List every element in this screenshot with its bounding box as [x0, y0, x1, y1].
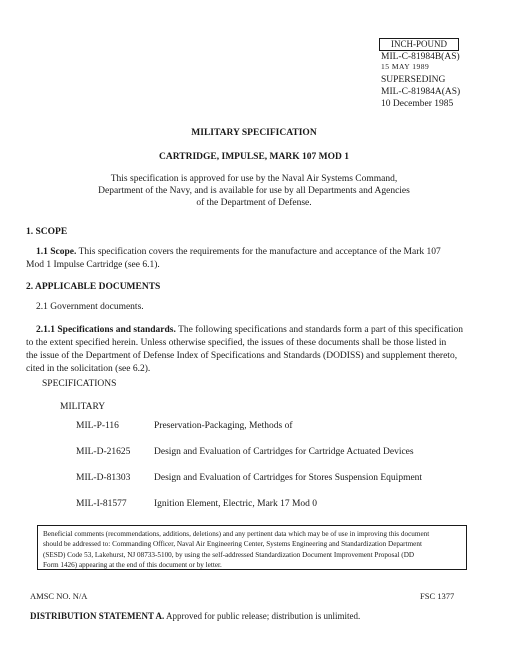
government-documents-heading: 2.1 Government documents. [36, 302, 144, 312]
scope-paragraph [36, 246, 476, 259]
approval-line-2: Department of the Navy, and is available for use by all Departments and Agencies [98, 186, 410, 196]
spec-row [76, 413, 422, 439]
specs-standards-lead: 2.1.1 Specifications and standards. [36, 325, 176, 335]
military-label: MILITARY [60, 402, 106, 412]
scope-text-2: Mod 1 Impulse Cartridge (see 6.1). [26, 260, 160, 270]
fsc-number: FSC 1377 [420, 591, 455, 601]
comments-notice-box [37, 525, 467, 570]
spec-number: MIL-D-21625 [76, 447, 131, 457]
specs-standards-text-2: to the extent specified herein. Unless otherwise specified, the issues of these documents shall be those listed in [26, 338, 447, 348]
spec-number: MIL-D-81303 [76, 473, 131, 483]
spec-row [76, 465, 422, 491]
specs-standards-text-3: the issue of the Department of Defense Index of Specifications and Standards (DODISS) and supplement thereto, [26, 351, 458, 361]
inch-pound-box: INCH-POUND [379, 38, 459, 51]
distribution-statement [30, 610, 360, 623]
spec-title: Preservation-Packaging, Methods of [154, 421, 293, 431]
superseding-label: SUPERSEDING [381, 75, 446, 85]
spec-title: Design and Evaluation of Cartridges for Cartridge Actuated Devices [154, 447, 414, 457]
distribution-text: Approved for public release; distribution is unlimited. [164, 611, 361, 621]
notice-line-2: should be addressed to: Commanding Officer, Naval Air Engineering Center, Systems Engineering and Standardization Department [43, 540, 422, 549]
specifications-label: SPECIFICATIONS [42, 379, 117, 389]
distribution-lead: DISTRIBUTION STATEMENT A. [30, 611, 165, 621]
section-1-heading: 1. SCOPE [26, 227, 68, 237]
spec-row [76, 491, 422, 517]
spec-subject-title: CARTRIDGE, IMPULSE, MARK 107 MOD 1 [159, 152, 349, 162]
specs-standards-paragraph [36, 324, 463, 337]
spec-number: MIL-I-81577 [76, 499, 127, 509]
spec-number: MIL-P-116 [76, 421, 119, 431]
specs-standards-text-1: The following specifications and standards form a part of this specification [175, 325, 464, 335]
document-number: MIL-C-81984B(AS) [381, 52, 460, 62]
spec-title: Design and Evaluation of Cartridges for Stores Suspension Equipment [154, 473, 423, 483]
superseded-number: MIL-C-81984A(AS) [381, 87, 461, 97]
notice-line-1: Beneficial comments (recommendations, additions, deletions) and any pertinent data which may be of use in improving this document [43, 530, 430, 538]
scope-text-1: This specification covers the requirements for the manufacture and acceptance of the Mark 107 [76, 247, 441, 257]
amsc-number: AMSC NO. N/A [30, 591, 88, 601]
section-2-heading: 2. APPLICABLE DOCUMENTS [26, 282, 161, 292]
spec-type-title: MILITARY SPECIFICATION [191, 128, 317, 138]
specifications-table [76, 413, 422, 517]
approval-line-1: This specification is approved for use by the Naval Air Systems Command, [110, 174, 398, 184]
scope-lead: 1.1 Scope. [36, 247, 77, 257]
spec-title: Ignition Element, Electric, Mark 17 Mod 0 [154, 499, 318, 509]
approval-line-3: of the Department of Defense. [196, 198, 312, 208]
specs-standards-text-4: cited in the solicitation (see 6.2). [26, 364, 151, 374]
document-date: 15 MAY 1989 [381, 62, 430, 71]
spec-row [76, 439, 422, 465]
notice-line-4: Form 1426) appearing at the end of this document or by letter. [43, 560, 222, 569]
superseded-date: 10 December 1985 [381, 99, 454, 109]
notice-line-3: (SESD) Code 53, Lakehurst, NJ 08733-5100, by using the self-addressed Standardization Document Improvement Proposal (DD [43, 550, 415, 559]
